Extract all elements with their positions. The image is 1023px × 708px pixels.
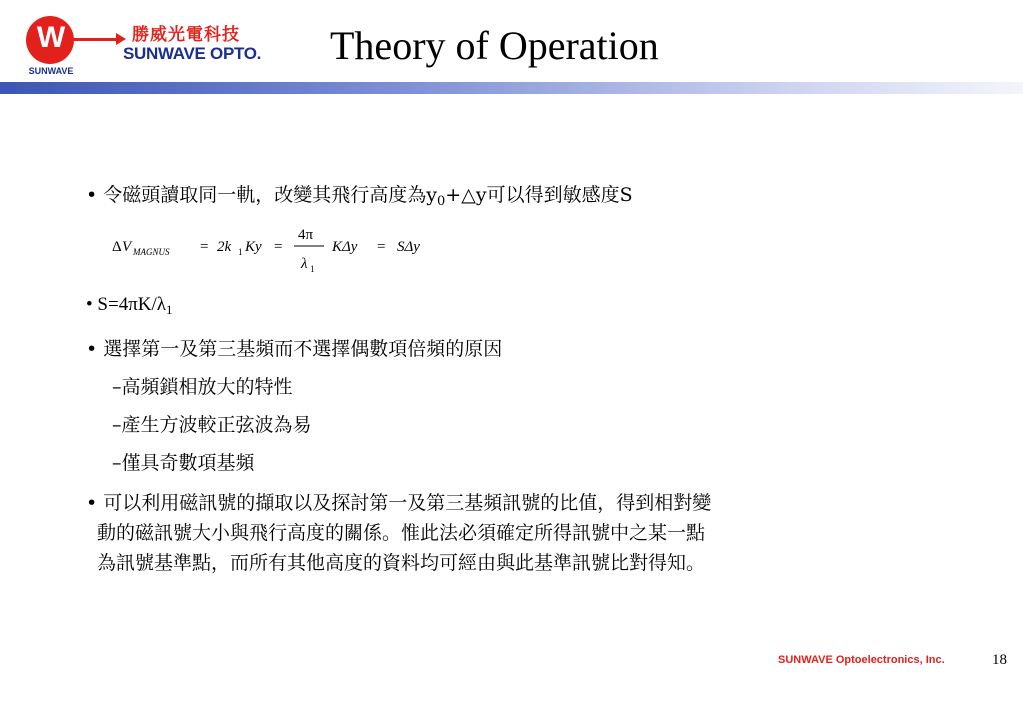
- bullet1-text-a: 令磁頭讀取同一軌，改變其飛行高度為y: [103, 184, 438, 206]
- formula-eq2: =: [274, 239, 283, 255]
- formula-v: V: [122, 239, 132, 255]
- bullet4-line2: 動的磁訊號大小與飛行高度的關係。惟此法必須確定所得訊號中之某一點: [97, 522, 706, 544]
- logo-chinese-name: 勝威光電科技: [132, 25, 240, 45]
- formula-v-subscript: MAGNUS: [133, 247, 170, 257]
- bullet1-subscript: 0: [437, 194, 446, 209]
- slide-title: Theory of Operation: [330, 23, 659, 68]
- logo-arrow-icon: [70, 38, 120, 41]
- sub-item: –產生方波較正弦波為易: [112, 414, 312, 436]
- formula-term2: 2k: [217, 239, 232, 255]
- formula-eq3: =: [377, 239, 386, 255]
- formula-fraction-denominator-subscript: 1: [310, 264, 315, 274]
- sub-item-text: 高頻鎖相放大的特性: [121, 376, 293, 398]
- bullet4-line1: 可以利用磁訊號的擷取以及探討第一及第三基頻訊號的比值，得到相對變: [103, 492, 712, 514]
- bullet-sensitivity: [86, 180, 633, 209]
- company-logo: [24, 12, 262, 82]
- page-number: 18: [992, 652, 1007, 668]
- bullet2-subscript: 1: [166, 302, 173, 317]
- bullet-method-line-3: [97, 548, 705, 575]
- formula-term4: KΔy: [332, 239, 358, 255]
- sub-item: –高頻鎖相放大的特性: [112, 376, 293, 398]
- bullet1-text-b: +△y可以得到敏感度S: [445, 184, 633, 206]
- footer-company-name: SUNWAVE Optoelectronics, Inc.: [778, 654, 945, 666]
- logo-mark: W: [36, 21, 64, 54]
- formula-fraction-denominator: λ: [301, 256, 308, 272]
- sub-item-text: 僅具奇數項基頻: [121, 452, 255, 474]
- formula-term2-rest: Ky: [245, 239, 262, 255]
- logo-english-name: SUNWAVE OPTO.: [123, 44, 262, 63]
- logo-subtitle: SUNWAVE: [28, 66, 74, 76]
- bullet-s-equation: [86, 294, 173, 318]
- bullet-method-line-1: [86, 488, 711, 515]
- sub-item: –僅具奇數項基頻: [112, 452, 255, 474]
- header-gradient-bar: [0, 82, 1023, 94]
- formula-term2-subscript: 1: [238, 247, 243, 257]
- bullet2-text: S=4πK/λ: [97, 294, 166, 315]
- bullet4-line3: 為訊號基準點，而所有其他高度的資料均可經由與此基準訊號比對得知。: [97, 552, 706, 574]
- formula-fraction-numerator: 4π: [298, 227, 314, 243]
- bullet-method-line-2: [97, 518, 705, 545]
- formula-delta: Δ: [112, 239, 122, 255]
- sensitivity-formula: [112, 222, 452, 282]
- formula-term5: SΔy: [397, 239, 420, 255]
- bullet-reason: [86, 334, 502, 361]
- bullet3-text: 選擇第一及第三基頻而不選擇偶數項倍頻的原因: [103, 338, 503, 360]
- formula-eq1: =: [200, 239, 209, 255]
- sub-item-text: 產生方波較正弦波為易: [121, 414, 312, 436]
